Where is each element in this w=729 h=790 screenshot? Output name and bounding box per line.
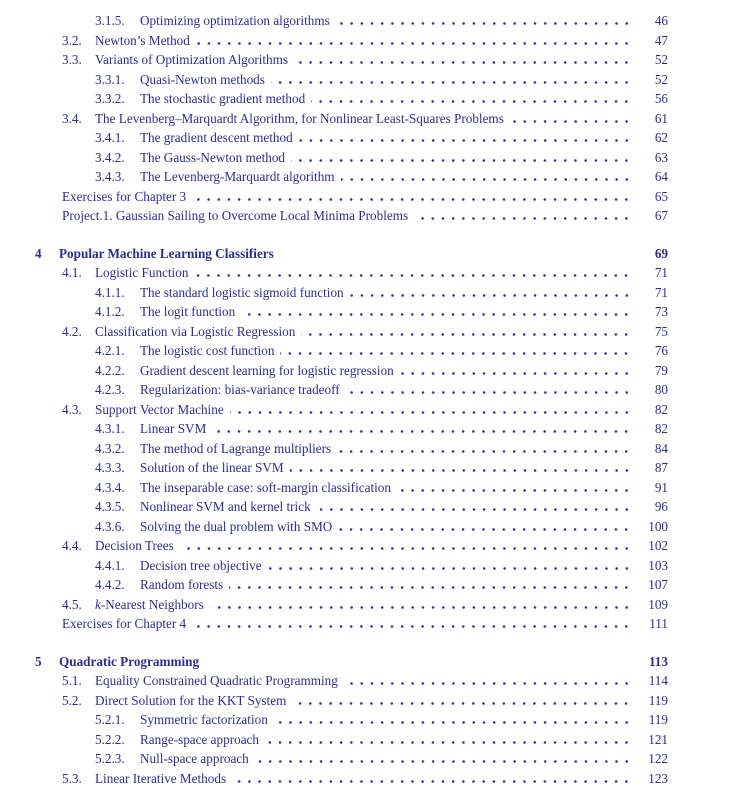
toc-entry[interactable] xyxy=(35,595,668,615)
dot-leader xyxy=(271,81,635,84)
toc-entry-number: 4 xyxy=(35,245,42,261)
toc-entry-title: Variants of Optimization Algorithms xyxy=(95,52,289,67)
toc-entry-title: Decision Trees xyxy=(95,538,174,553)
toc-entry-title: The Levenberg–Marquardt Algorithm, for Nonlinear Least-Squares Problems xyxy=(95,110,504,126)
toc-entry-title: Range-space approach xyxy=(140,731,259,747)
dot-leader xyxy=(344,682,635,685)
dot-leader xyxy=(397,489,635,492)
toc-entry[interactable] xyxy=(35,749,668,769)
dot-leader xyxy=(414,217,635,220)
toc-entry-title: The Levenberg-Marquardt algorithm xyxy=(140,169,335,184)
toc-entry-page: 87 xyxy=(654,460,668,475)
toc-entry-page: 82 xyxy=(654,421,668,436)
toc-entry[interactable] xyxy=(35,536,668,556)
toc-entry-title: Linear SVM xyxy=(140,421,207,436)
toc-entry-page: 96 xyxy=(654,499,668,514)
toc-entry[interactable] xyxy=(35,302,668,322)
toc-entry-title: The gradient descent method xyxy=(140,130,293,145)
toc-entry-page: 67 xyxy=(654,208,668,223)
dot-leader xyxy=(194,274,635,277)
toc-entry[interactable] xyxy=(35,341,668,361)
toc-entry-page: 69 xyxy=(654,245,668,261)
toc-entry-number: 4.3. xyxy=(62,401,82,417)
toc-entry-number: 4.5. xyxy=(62,596,82,612)
toc-entry-number: 5.1. xyxy=(62,673,82,688)
toc-entry-page: 64 xyxy=(654,169,668,184)
toc-entry-number: 4.1.1. xyxy=(95,284,125,300)
toc-entry-title: Newton’s Method xyxy=(95,32,190,48)
toc-entry[interactable] xyxy=(35,400,668,420)
dot-leader xyxy=(280,352,635,355)
toc-entry[interactable] xyxy=(35,497,668,517)
toc-entry[interactable] xyxy=(35,361,668,381)
dot-leader xyxy=(341,178,635,181)
toc-entry-number: 5.2.1. xyxy=(95,712,125,727)
toc-entry-title: The method of Lagrange multipliers xyxy=(140,440,332,456)
toc-entry-title: Equality Constrained Quadratic Programming xyxy=(95,673,338,688)
toc-entry[interactable] xyxy=(35,167,668,187)
toc-entry[interactable] xyxy=(35,31,668,51)
toc-entry-page: 111 xyxy=(649,616,668,631)
toc-entry-page: 119 xyxy=(648,712,668,727)
toc-entry-title xyxy=(95,595,204,615)
toc-entry-number: 4.3.6. xyxy=(95,518,125,534)
toc-entry-page: 71 xyxy=(654,284,668,300)
toc-entry[interactable] xyxy=(35,244,668,264)
toc-entry-page: 121 xyxy=(648,731,668,747)
toc-entry-number: 4.2.1. xyxy=(95,343,125,358)
toc-entry[interactable] xyxy=(35,283,668,303)
toc-entry-number: 4.3.3. xyxy=(95,460,125,475)
toc-entry-title: Classification via Logistic Regression xyxy=(95,323,296,339)
toc-entry-page: 102 xyxy=(648,538,668,553)
toc-entry-page: 63 xyxy=(654,149,668,165)
toc-entry[interactable] xyxy=(35,769,668,789)
toc-entry-page: 47 xyxy=(654,32,668,48)
dot-leader xyxy=(180,547,635,550)
toc-entry-page: 82 xyxy=(654,401,668,417)
toc-entry[interactable] xyxy=(35,575,668,595)
toc-entry-title: Optimizing optimization algorithms xyxy=(140,13,330,28)
dot-leader xyxy=(294,61,635,64)
toc-entry[interactable] xyxy=(35,322,668,342)
toc-entry-number: 5 xyxy=(35,653,42,669)
toc-entry-title: Logistic Function xyxy=(95,265,189,280)
toc-entry[interactable] xyxy=(35,11,668,31)
toc-entry-title: Support Vector Machine xyxy=(95,401,224,417)
toc-entry-title: Quasi-Newton methods xyxy=(140,71,265,87)
toc-entry-number: 4.4.1. xyxy=(95,557,125,573)
dot-leader xyxy=(338,528,635,531)
dot-leader xyxy=(274,721,635,724)
toc-entry-number: 3.3. xyxy=(62,52,82,67)
toc-entry-title-text: -Nearest Neighbors xyxy=(100,596,204,612)
toc-entry-title: The logistic cost function xyxy=(140,343,275,358)
dot-leader xyxy=(265,741,635,744)
toc-entry-page: 56 xyxy=(654,91,668,106)
toc-entry-page: 52 xyxy=(654,52,668,67)
toc-entry[interactable] xyxy=(35,652,668,672)
toc-entry-number: 4.2.2. xyxy=(95,362,125,378)
dot-leader xyxy=(336,22,635,25)
dot-leader xyxy=(337,450,635,453)
toc-entry-number: 3.4.3. xyxy=(95,169,125,184)
toc-entry-number: 4.3.2. xyxy=(95,440,125,456)
toc-entry[interactable] xyxy=(35,458,668,478)
toc-entry-title: The logit function xyxy=(140,304,236,319)
toc-entry[interactable] xyxy=(35,187,668,207)
toc-entry-title: Decision tree objective xyxy=(140,557,262,573)
dot-leader xyxy=(210,606,635,609)
toc-entry-title: Null-space approach xyxy=(140,751,249,766)
toc-entry-number: 4.4. xyxy=(62,538,82,553)
toc-entry-number: 4.3.1. xyxy=(95,421,125,436)
toc-entry-page: 79 xyxy=(654,362,668,378)
toc-entry-title: Solving the dual problem with SMO xyxy=(140,518,333,534)
toc-entry-title: Exercises for Chapter 3 xyxy=(62,188,187,204)
table-of-contents xyxy=(35,11,668,788)
toc-entry-title: Solution of the linear SVM xyxy=(140,460,284,475)
toc-entry[interactable] xyxy=(35,478,668,498)
dot-leader xyxy=(268,567,635,570)
toc-entry[interactable] xyxy=(35,710,668,730)
toc-entry-number: 4.1. xyxy=(62,265,82,280)
dot-leader xyxy=(510,120,635,123)
toc-entry[interactable] xyxy=(35,517,668,537)
dot-leader xyxy=(196,42,635,45)
toc-entry[interactable] xyxy=(35,419,668,439)
toc-entry-number: 4.2. xyxy=(62,323,82,339)
toc-entry-page: 46 xyxy=(654,13,668,28)
toc-entry-page: 91 xyxy=(654,479,668,495)
toc-entry-page: 103 xyxy=(648,557,668,573)
toc-entry-page: 71 xyxy=(654,265,668,280)
toc-entry-page: 61 xyxy=(654,110,668,126)
dot-leader xyxy=(255,760,635,763)
dot-leader xyxy=(292,702,635,705)
toc-entry-title: Linear Iterative Methods xyxy=(95,770,227,786)
toc-entry-number: 3.4.1. xyxy=(95,130,125,145)
dot-leader xyxy=(350,294,635,297)
toc-entry[interactable] xyxy=(35,89,668,109)
toc-entry-page: 65 xyxy=(654,188,668,204)
toc-entry-page: 113 xyxy=(648,653,668,669)
toc-entry-title: Direct Solution for the KKT System xyxy=(95,692,287,708)
toc-entry-page: 75 xyxy=(654,323,668,339)
toc-entry-number: 5.2.3. xyxy=(95,751,125,766)
toc-entry-title: Symmetric factorization xyxy=(140,712,268,727)
dot-leader xyxy=(232,780,635,783)
toc-entry[interactable] xyxy=(35,556,668,576)
dot-leader xyxy=(290,469,635,472)
toc-entry-number: 3.4. xyxy=(62,110,82,126)
toc-entry-number: 3.1.5. xyxy=(95,13,125,28)
toc-entry[interactable] xyxy=(35,148,668,168)
toc-entry-title: The Gauss-Newton method xyxy=(140,149,286,165)
toc-entry-number: 3.2. xyxy=(62,32,82,48)
toc-entry[interactable] xyxy=(35,70,668,90)
toc-entry-page: 114 xyxy=(648,673,668,688)
toc-entry-page: 73 xyxy=(654,304,668,319)
dot-leader xyxy=(299,139,635,142)
toc-entry-page: 107 xyxy=(648,577,668,592)
toc-entry-page: 109 xyxy=(648,596,668,612)
dot-leader xyxy=(400,372,635,375)
toc-entry-title: Exercises for Chapter 4 xyxy=(62,616,187,631)
toc-entry[interactable] xyxy=(35,206,668,226)
toc-entry[interactable] xyxy=(35,730,668,750)
toc-entry-number: 5.2. xyxy=(62,692,82,708)
dot-leader xyxy=(317,508,635,511)
toc-entry-title: The inseparable case: soft-margin classification xyxy=(140,479,391,495)
toc-entry-number: 5.2.2. xyxy=(95,731,125,747)
toc-entry-title: Regularization: bias-variance tradeoff xyxy=(140,382,340,397)
toc-entry-title: Nonlinear SVM and kernel trick xyxy=(140,499,311,514)
toc-entry-page: 62 xyxy=(654,130,668,145)
toc-entry-number: 3.3.2. xyxy=(95,91,125,106)
toc-entry-title: Popular Machine Learning Classifiers xyxy=(59,245,274,261)
toc-entry-number: 4.4.2. xyxy=(95,577,125,592)
toc-entry-page: 52 xyxy=(654,71,668,87)
toc-entry[interactable] xyxy=(35,263,668,283)
toc-entry[interactable] xyxy=(35,128,668,148)
toc-entry[interactable] xyxy=(35,691,668,711)
dot-leader xyxy=(346,391,635,394)
toc-entry[interactable] xyxy=(35,439,668,459)
toc-entry-title: The standard logistic sigmoid function xyxy=(140,284,344,300)
toc-entry-number: 4.1.2. xyxy=(95,304,125,319)
toc-entry[interactable] xyxy=(35,614,668,634)
toc-entry-number: 3.4.2. xyxy=(95,149,125,165)
toc-entry-title: The stochastic gradient method xyxy=(140,91,306,106)
dot-leader xyxy=(230,411,635,414)
toc-entry[interactable] xyxy=(35,671,668,691)
toc-entry-title: Gradient descent learning for logistic regression xyxy=(140,362,394,378)
toc-entry[interactable] xyxy=(35,109,668,129)
toc-entry-page: 80 xyxy=(654,382,668,397)
toc-entry-number: 4.3.5. xyxy=(95,499,125,514)
toc-entry-number: 4.3.4. xyxy=(95,479,125,495)
toc-entry[interactable] xyxy=(35,50,668,70)
toc-entry[interactable] xyxy=(35,380,668,400)
dot-leader xyxy=(229,586,635,589)
toc-entry-page: 76 xyxy=(654,343,668,358)
toc-entry-title: Quadratic Programming xyxy=(59,653,200,669)
dot-leader xyxy=(192,198,635,201)
dot-leader xyxy=(291,159,635,162)
toc-entry-title-italic-prefix: k xyxy=(95,596,101,612)
toc-entry-title: Project.1. Gaussian Sailing to Overcome Local Minima Problems xyxy=(62,208,409,223)
toc-entry-page: 84 xyxy=(654,440,668,456)
toc-entry-page: 100 xyxy=(648,518,668,534)
toc-entry-number: 4.2.3. xyxy=(95,382,125,397)
toc-entry-number: 3.3.1. xyxy=(95,71,125,87)
toc-entry-page: 122 xyxy=(648,751,668,766)
toc-entry-page: 119 xyxy=(648,692,668,708)
dot-leader xyxy=(212,430,635,433)
dot-leader xyxy=(241,313,635,316)
dot-leader xyxy=(311,100,635,103)
dot-leader xyxy=(301,333,635,336)
toc-entry-title: Random forests xyxy=(140,577,224,592)
dot-leader xyxy=(192,625,635,628)
toc-entry-number: 5.3. xyxy=(62,770,82,786)
toc-entry-page: 123 xyxy=(648,770,668,786)
